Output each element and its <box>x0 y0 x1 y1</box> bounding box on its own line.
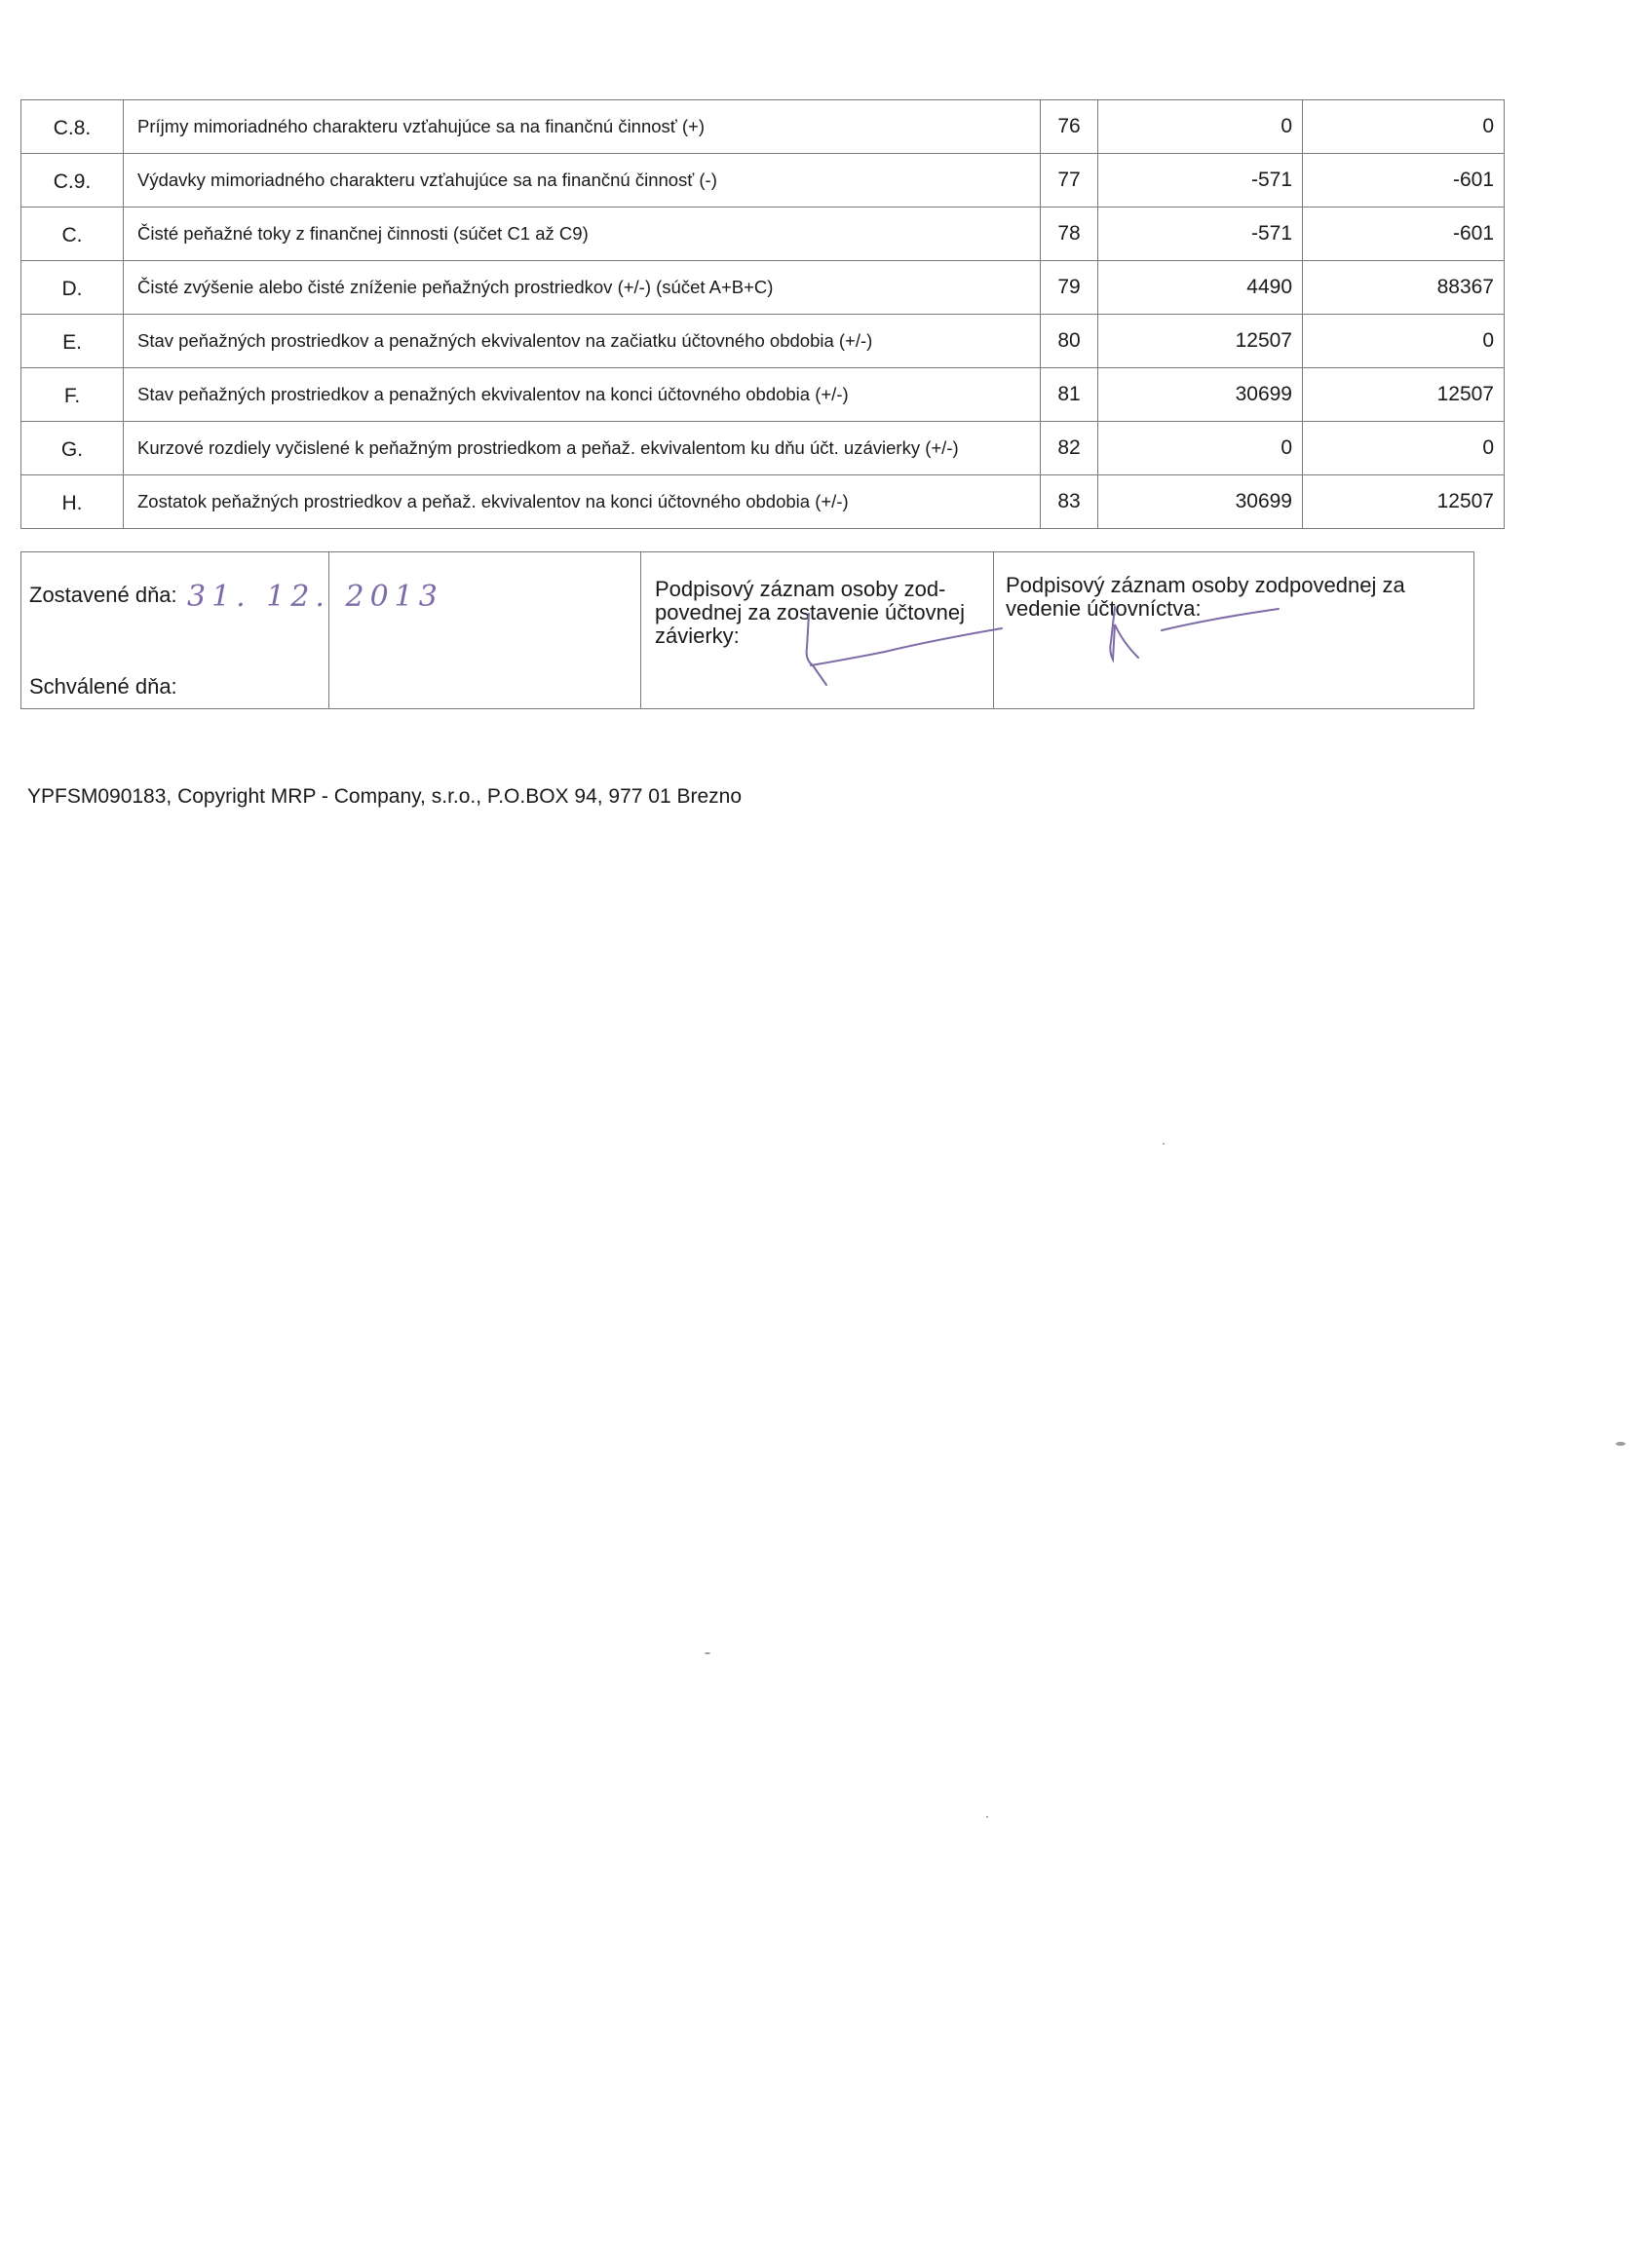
row-description: Kurzové rozdiely vyčislené k peňažným prostriedkom a peňaž. ekvivalentom ku dňu účt. uzávierky (+/-) <box>124 422 1041 475</box>
row-number: 80 <box>1041 315 1098 368</box>
dates-column <box>21 552 443 708</box>
row-description: Príjmy mimoriadného charakteru vzťahujúce sa na finančnú činnosť (+) <box>124 100 1041 154</box>
row-number: 79 <box>1041 261 1098 315</box>
preparer-signature-column <box>641 552 994 708</box>
table-row <box>21 475 1505 529</box>
previous-period-value: 12507 <box>1303 475 1505 529</box>
table-row <box>21 261 1505 315</box>
row-code: C.9. <box>21 154 124 208</box>
current-period-value: 4490 <box>1098 261 1303 315</box>
row-code: G. <box>21 422 124 475</box>
previous-period-value: 88367 <box>1303 261 1505 315</box>
footer-copyright: YPFSM090183, Copyright MRP - Company, s.r.o., P.O.BOX 94, 977 01 Brezno <box>27 785 743 808</box>
composed-date-label: Zostavené dňa: <box>29 583 177 607</box>
row-description: Stav peňažných prostriedkov a penažných ekvivalentov na začiatku účtovného obdobia (+/-) <box>124 315 1041 368</box>
previous-period-value: 0 <box>1303 315 1505 368</box>
row-number: 83 <box>1041 475 1098 529</box>
row-number: 82 <box>1041 422 1098 475</box>
row-number: 81 <box>1041 368 1098 422</box>
current-period-value: -571 <box>1098 154 1303 208</box>
cash-flow-table-body <box>21 100 1505 529</box>
table-row <box>21 315 1505 368</box>
approved-date-label: Schválené dňa: <box>29 674 177 699</box>
table-row <box>21 100 1505 154</box>
row-number: 76 <box>1041 100 1098 154</box>
scan-speck <box>705 1652 710 1654</box>
current-period-value: 0 <box>1098 100 1303 154</box>
previous-period-value: 0 <box>1303 422 1505 475</box>
current-period-value: 30699 <box>1098 368 1303 422</box>
table-row <box>21 208 1505 261</box>
row-description: Čisté zvýšenie alebo čisté zníženie peňažných prostriedkov (+/-) (súčet A+B+C) <box>124 261 1041 315</box>
preparer-signature <box>787 609 1012 697</box>
row-code: F. <box>21 368 124 422</box>
signature-block <box>20 551 1474 709</box>
current-period-value: 30699 <box>1098 475 1303 529</box>
current-period-value: 12507 <box>1098 315 1303 368</box>
accountant-signature <box>1103 603 1298 691</box>
previous-period-value: 12507 <box>1303 368 1505 422</box>
row-code: C. <box>21 208 124 261</box>
cash-flow-table <box>20 99 1505 529</box>
table-row <box>21 368 1505 422</box>
scan-speck <box>1163 1143 1165 1145</box>
row-description: Čisté peňažné toky z finančnej činnosti (súčet C1 až C9) <box>124 208 1041 261</box>
handwritten-composed-date: 31. 12. 2013 <box>187 580 443 614</box>
accountant-signature-column <box>994 552 1473 708</box>
row-description: Zostatok peňažných prostriedkov a peňaž. ekvivalentov na konci účtovného obdobia (+/-) <box>124 475 1041 529</box>
current-period-value: -571 <box>1098 208 1303 261</box>
row-code: H. <box>21 475 124 529</box>
scan-speck <box>1616 1442 1625 1446</box>
row-description: Stav peňažných prostriedkov a penažných ekvivalentov na konci účtovného obdobia (+/-) <box>124 368 1041 422</box>
preparer-signature-label: Podpisový záznam osoby zod-povednej za zostavenie účtovnej závierky: <box>655 577 965 648</box>
row-code: C.8. <box>21 100 124 154</box>
row-description: Výdavky mimoriadného charakteru vzťahujúce sa na finančnú činnosť (-) <box>124 154 1041 208</box>
date-entry-column <box>329 552 641 708</box>
previous-period-value: 0 <box>1303 100 1505 154</box>
row-number: 78 <box>1041 208 1098 261</box>
row-number: 77 <box>1041 154 1098 208</box>
previous-period-value: -601 <box>1303 154 1505 208</box>
row-code: D. <box>21 261 124 315</box>
table-row <box>21 154 1505 208</box>
previous-period-value: -601 <box>1303 208 1505 261</box>
current-period-value: 0 <box>1098 422 1303 475</box>
scan-speck <box>986 1816 988 1818</box>
table-row <box>21 422 1505 475</box>
accountant-signature-label: Podpisový záznam osoby zodpovednej za vedenie účtovníctva: <box>1006 573 1405 621</box>
row-code: E. <box>21 315 124 368</box>
